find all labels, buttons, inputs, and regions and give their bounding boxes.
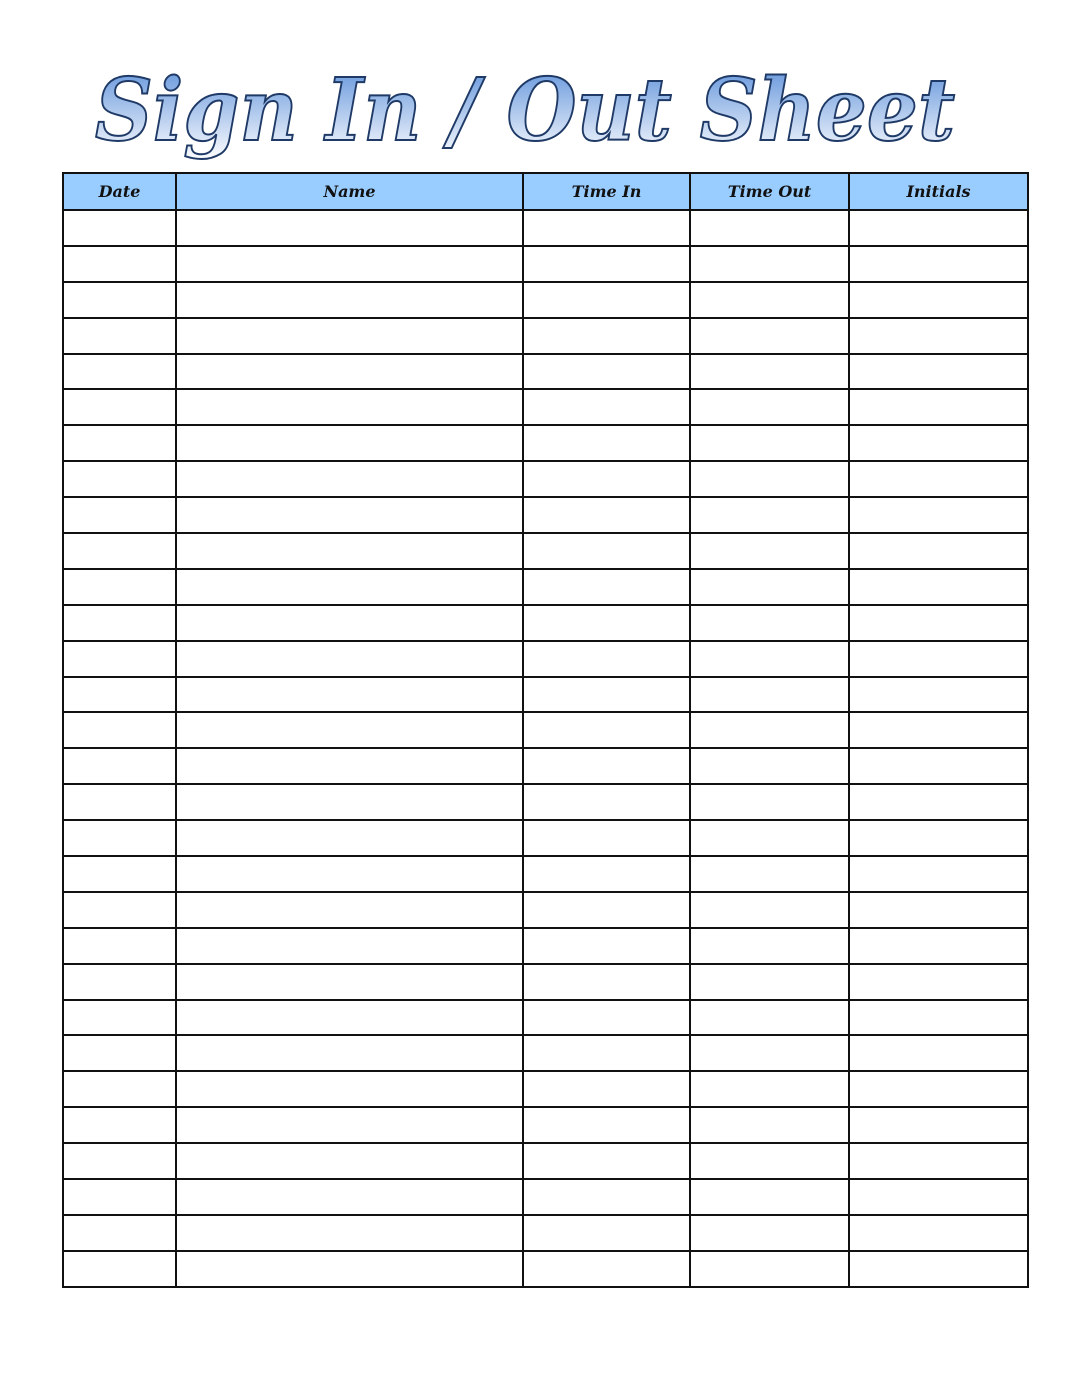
time-out-cell[interactable] <box>690 820 849 856</box>
time-in-cell[interactable] <box>523 748 690 784</box>
initials-cell[interactable] <box>849 1215 1028 1251</box>
time-out-cell[interactable] <box>690 354 849 390</box>
table-row <box>63 1000 1028 1036</box>
table-row <box>63 1215 1028 1251</box>
initials-cell[interactable] <box>849 282 1028 318</box>
name-cell[interactable] <box>176 1000 523 1036</box>
date-cell[interactable] <box>63 246 176 282</box>
table-row <box>63 425 1028 461</box>
name-cell[interactable] <box>176 1071 523 1107</box>
time-in-cell[interactable] <box>523 246 690 282</box>
name-cell[interactable] <box>176 1143 523 1179</box>
table-row <box>63 1035 1028 1071</box>
time-out-cell[interactable] <box>690 210 849 246</box>
initials-cell[interactable] <box>849 461 1028 497</box>
time-out-cell[interactable] <box>690 964 849 1000</box>
time-out-cell[interactable] <box>690 605 849 641</box>
time-in-cell[interactable] <box>523 1215 690 1251</box>
name-cell[interactable] <box>176 569 523 605</box>
time-in-cell[interactable] <box>523 425 690 461</box>
time-in-cell[interactable] <box>523 389 690 425</box>
time-in-cell[interactable] <box>523 964 690 1000</box>
date-cell[interactable] <box>63 354 176 390</box>
name-cell[interactable] <box>176 784 523 820</box>
time-in-cell[interactable] <box>523 641 690 677</box>
time-in-cell[interactable] <box>523 856 690 892</box>
date-cell[interactable] <box>63 964 176 1000</box>
time-out-cell[interactable] <box>690 1000 849 1036</box>
date-cell[interactable] <box>63 712 176 748</box>
name-cell[interactable] <box>176 892 523 928</box>
time-out-cell[interactable] <box>690 1035 849 1071</box>
table-row <box>63 461 1028 497</box>
time-out-cell[interactable] <box>690 282 849 318</box>
date-cell[interactable] <box>63 820 176 856</box>
name-cell[interactable] <box>176 856 523 892</box>
name-cell[interactable] <box>176 820 523 856</box>
date-cell[interactable] <box>63 210 176 246</box>
date-cell[interactable] <box>63 784 176 820</box>
sheet-title <box>0 0 1080 175</box>
initials-cell[interactable] <box>849 712 1028 748</box>
date-cell[interactable] <box>63 677 176 713</box>
initials-cell[interactable] <box>849 784 1028 820</box>
date-cell[interactable] <box>63 1071 176 1107</box>
initials-cell[interactable] <box>849 1035 1028 1071</box>
column-header-time-out: Time Out <box>690 173 849 210</box>
time-out-cell[interactable] <box>690 928 849 964</box>
initials-cell[interactable] <box>849 318 1028 354</box>
name-cell[interactable] <box>176 1107 523 1143</box>
date-cell[interactable] <box>63 605 176 641</box>
table-row <box>63 497 1028 533</box>
time-out-cell[interactable] <box>690 318 849 354</box>
time-in-cell[interactable] <box>523 1143 690 1179</box>
initials-cell[interactable] <box>849 641 1028 677</box>
table-row <box>63 533 1028 569</box>
name-cell[interactable] <box>176 210 523 246</box>
table-row <box>63 964 1028 1000</box>
initials-cell[interactable] <box>849 1179 1028 1215</box>
time-out-cell[interactable] <box>690 497 849 533</box>
date-cell[interactable] <box>63 1000 176 1036</box>
time-in-cell[interactable] <box>523 1071 690 1107</box>
name-cell[interactable] <box>176 1179 523 1215</box>
initials-cell[interactable] <box>849 1071 1028 1107</box>
time-in-cell[interactable] <box>523 533 690 569</box>
name-cell[interactable] <box>176 461 523 497</box>
name-cell[interactable] <box>176 748 523 784</box>
time-out-cell[interactable] <box>690 1107 849 1143</box>
time-in-cell[interactable] <box>523 820 690 856</box>
table-row <box>63 1107 1028 1143</box>
time-in-cell[interactable] <box>523 282 690 318</box>
column-header-name: Name <box>176 173 523 210</box>
name-cell[interactable] <box>176 605 523 641</box>
name-cell[interactable] <box>176 641 523 677</box>
time-out-cell[interactable] <box>690 641 849 677</box>
time-out-cell[interactable] <box>690 389 849 425</box>
table-row <box>63 1179 1028 1215</box>
name-cell[interactable] <box>176 318 523 354</box>
name-cell[interactable] <box>176 389 523 425</box>
initials-cell[interactable] <box>849 354 1028 390</box>
date-cell[interactable] <box>63 1143 176 1179</box>
table-row <box>63 1143 1028 1179</box>
date-cell[interactable] <box>63 497 176 533</box>
table-row <box>63 928 1028 964</box>
initials-cell[interactable] <box>849 1143 1028 1179</box>
column-header-time-in: Time In <box>523 173 690 210</box>
date-cell[interactable] <box>63 928 176 964</box>
name-cell[interactable] <box>176 354 523 390</box>
table-row <box>63 569 1028 605</box>
column-header-date: Date <box>63 173 176 210</box>
time-out-cell[interactable] <box>690 461 849 497</box>
initials-cell[interactable] <box>849 1251 1028 1287</box>
table-row <box>63 892 1028 928</box>
initials-cell[interactable] <box>849 389 1028 425</box>
time-in-cell[interactable] <box>523 928 690 964</box>
date-cell[interactable] <box>63 1179 176 1215</box>
date-cell[interactable] <box>63 533 176 569</box>
time-in-cell[interactable] <box>523 605 690 641</box>
date-cell[interactable] <box>63 748 176 784</box>
time-in-cell[interactable] <box>523 354 690 390</box>
time-in-cell[interactable] <box>523 1107 690 1143</box>
initials-cell[interactable] <box>849 425 1028 461</box>
time-in-cell[interactable] <box>523 318 690 354</box>
name-cell[interactable] <box>176 497 523 533</box>
name-cell[interactable] <box>176 246 523 282</box>
time-out-cell[interactable] <box>690 246 849 282</box>
time-in-cell[interactable] <box>523 1179 690 1215</box>
time-out-cell[interactable] <box>690 1251 849 1287</box>
table-row <box>63 712 1028 748</box>
table-row <box>63 246 1028 282</box>
table-row <box>63 820 1028 856</box>
table-row <box>63 354 1028 390</box>
name-cell[interactable] <box>176 282 523 318</box>
initials-cell[interactable] <box>849 210 1028 246</box>
time-out-cell[interactable] <box>690 1179 849 1215</box>
table-row <box>63 318 1028 354</box>
table-row <box>63 677 1028 713</box>
date-cell[interactable] <box>63 318 176 354</box>
name-cell[interactable] <box>176 1035 523 1071</box>
time-out-cell[interactable] <box>690 856 849 892</box>
table-row <box>63 210 1028 246</box>
date-cell[interactable] <box>63 389 176 425</box>
table-row <box>63 1251 1028 1287</box>
date-cell[interactable] <box>63 1107 176 1143</box>
table-row <box>63 1071 1028 1107</box>
table-row <box>63 389 1028 425</box>
initials-cell[interactable] <box>849 605 1028 641</box>
name-cell[interactable] <box>176 677 523 713</box>
table-row <box>63 784 1028 820</box>
initials-cell[interactable] <box>849 677 1028 713</box>
time-out-cell[interactable] <box>690 569 849 605</box>
time-in-cell[interactable] <box>523 1000 690 1036</box>
time-out-cell[interactable] <box>690 1215 849 1251</box>
initials-cell[interactable] <box>849 748 1028 784</box>
table-row <box>63 605 1028 641</box>
initials-cell[interactable] <box>849 533 1028 569</box>
name-cell[interactable] <box>176 1251 523 1287</box>
initials-cell[interactable] <box>849 569 1028 605</box>
time-in-cell[interactable] <box>523 497 690 533</box>
date-cell[interactable] <box>63 425 176 461</box>
date-cell[interactable] <box>63 461 176 497</box>
time-in-cell[interactable] <box>523 677 690 713</box>
time-in-cell[interactable] <box>523 1035 690 1071</box>
initials-cell[interactable] <box>849 820 1028 856</box>
date-cell[interactable] <box>63 892 176 928</box>
name-cell[interactable] <box>176 712 523 748</box>
sheet-title-text: Sign In / Out Sheet <box>95 60 955 161</box>
table-row <box>63 856 1028 892</box>
date-cell[interactable] <box>63 1251 176 1287</box>
date-cell[interactable] <box>63 641 176 677</box>
time-in-cell[interactable] <box>523 1251 690 1287</box>
initials-cell[interactable] <box>849 856 1028 892</box>
date-cell[interactable] <box>63 282 176 318</box>
time-out-cell[interactable] <box>690 1143 849 1179</box>
time-out-cell[interactable] <box>690 748 849 784</box>
initials-cell[interactable] <box>849 892 1028 928</box>
initials-cell[interactable] <box>849 246 1028 282</box>
sign-in-out-table <box>62 172 1029 1288</box>
date-cell[interactable] <box>63 856 176 892</box>
time-out-cell[interactable] <box>690 533 849 569</box>
table-body <box>63 210 1028 1287</box>
time-in-cell[interactable] <box>523 569 690 605</box>
name-cell[interactable] <box>176 1215 523 1251</box>
date-cell[interactable] <box>63 1035 176 1071</box>
initials-cell[interactable] <box>849 1000 1028 1036</box>
initials-cell[interactable] <box>849 928 1028 964</box>
column-header-initials: Initials <box>849 173 1028 210</box>
name-cell[interactable] <box>176 928 523 964</box>
table-row <box>63 282 1028 318</box>
table-row <box>63 641 1028 677</box>
time-in-cell[interactable] <box>523 461 690 497</box>
time-out-cell[interactable] <box>690 677 849 713</box>
date-cell[interactable] <box>63 1215 176 1251</box>
time-out-cell[interactable] <box>690 1071 849 1107</box>
time-in-cell[interactable] <box>523 712 690 748</box>
time-in-cell[interactable] <box>523 784 690 820</box>
time-in-cell[interactable] <box>523 892 690 928</box>
initials-cell[interactable] <box>849 1107 1028 1143</box>
table-row <box>63 748 1028 784</box>
initials-cell[interactable] <box>849 964 1028 1000</box>
name-cell[interactable] <box>176 425 523 461</box>
name-cell[interactable] <box>176 964 523 1000</box>
time-out-cell[interactable] <box>690 712 849 748</box>
time-out-cell[interactable] <box>690 784 849 820</box>
name-cell[interactable] <box>176 533 523 569</box>
time-out-cell[interactable] <box>690 425 849 461</box>
time-in-cell[interactable] <box>523 210 690 246</box>
initials-cell[interactable] <box>849 497 1028 533</box>
time-out-cell[interactable] <box>690 892 849 928</box>
header-row <box>63 173 1028 210</box>
date-cell[interactable] <box>63 569 176 605</box>
